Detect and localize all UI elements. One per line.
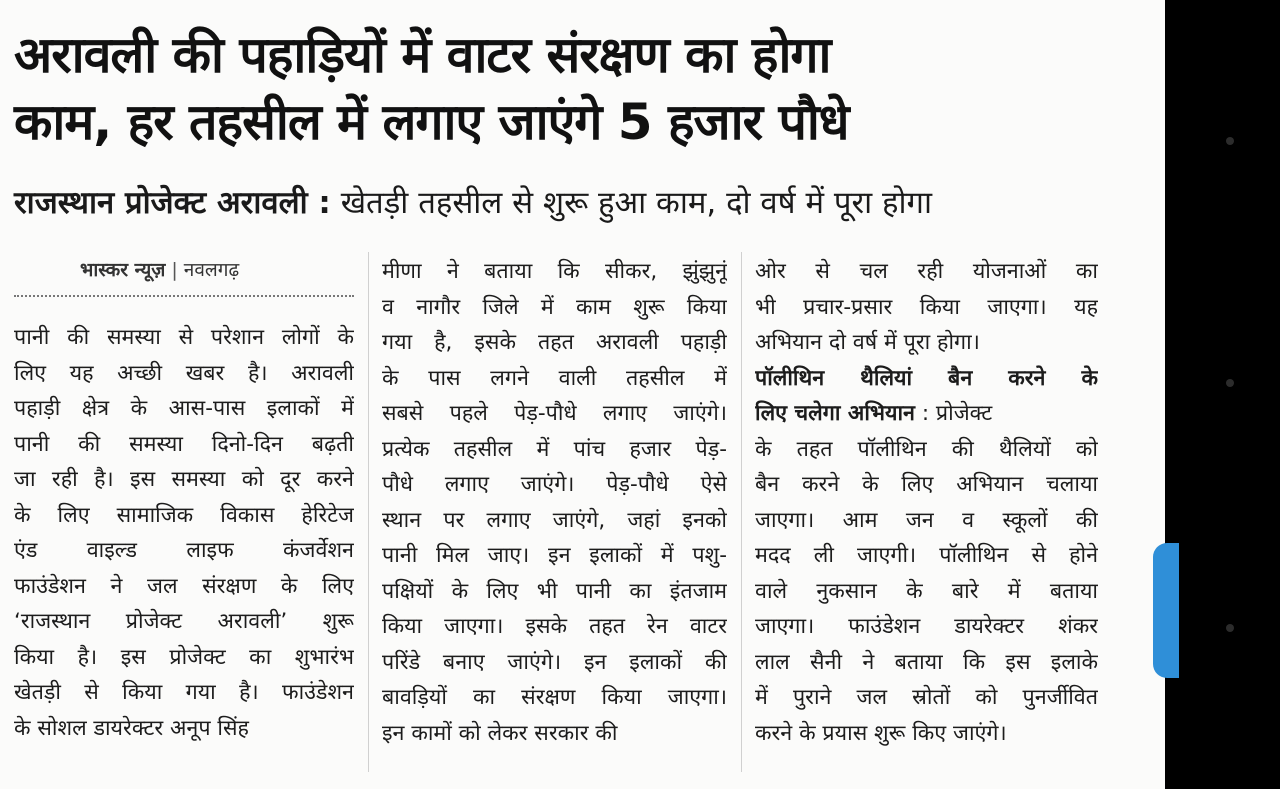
column-divider [741,252,742,772]
byline-dotted-divider [14,295,354,297]
text-line: किया जाएगा। इसके तहत रेन वाटर [382,614,727,639]
text-line: के लिए सामाजिक विकास हेरिटेज [14,502,354,528]
article-column-1 [14,320,354,746]
text-line: करने के प्रयास शुरू किए जाएंगे। [755,720,1007,746]
text-line: जा रही है। इस समस्या को दूर करने [14,467,354,492]
text-line: व नागौर जिले में काम शुरू किया [382,294,727,320]
text-line: प्रत्येक तहसील में पांच हजार पेड़- [382,436,727,462]
text-line: मीणा ने बताया कि सीकर, झुंझुनूं [382,259,727,284]
text-line: पानी मिल जाए। इन इलाकों में पशु- [382,543,727,568]
text-line: किया है। इस प्रोजेक्ट का शुभारंभ [14,644,354,670]
text-line: बैन करने के लिए अभियान चलाया [755,472,1098,497]
page-indicator-dot[interactable] [1226,379,1234,387]
text-line: पौधे लगाए जाएंगे। पेड़-पौधे ऐसे [382,472,727,497]
text-line: पहाड़ी क्षेत्र के आस-पास इलाकों में [14,396,354,421]
text-fragment: : प्रोजेक्ट [915,401,993,426]
byline-source: भास्कर न्यूज़ [80,259,166,281]
text-line: खेतड़ी से किया गया है। फाउंडेशन [14,680,354,705]
text-line: लाल सैनी ने बताया कि इस इलाके [755,649,1098,675]
byline-place: नवलगढ़ [183,259,240,281]
section-subheading: पॉलीथिन थैलियां बैन करने के [755,365,1098,391]
text-line: के पास लगने वाली तहसील में [382,365,727,391]
viewer-side-panel [1165,0,1280,789]
text-line: जाएगा। फाउंडेशन डायरेक्टर शंकर [755,614,1098,639]
text-line: के तहत पॉलीथिन की थैलियों को [755,436,1098,462]
text-line: जाएगा। आम जन व स्कूलों की [755,507,1098,533]
text-line: एंड वाइल्ड लाइफ कंजर्वेशन [14,538,354,563]
text-line: गया है, इसके तहत अरावली पहाड़ी [382,330,727,355]
byline-separator: | [171,259,178,281]
text-line: पानी की समस्या से परेशान लोगों के [14,325,354,350]
page-indicator-dot[interactable] [1226,624,1234,632]
text-line: ओर से चल रही योजनाओं का [755,259,1098,284]
byline [80,256,239,284]
text-line: स्थान पर लगाए जाएंगे, जहां इनको [382,507,727,533]
text-line: सबसे पहले पेड़-पौधे लगाए जाएंगे। [382,401,727,426]
article-column-2 [382,254,727,751]
text-line: बावड़ियों का संरक्षण किया जाएगा। [382,685,727,710]
text-line: के सोशल डायरेक्टर अनूप सिंह [14,715,249,741]
crop-handle[interactable] [1153,543,1179,678]
text-line: वाले नुकसान के बारे में बताया [755,578,1098,604]
subheading-label: राजस्थान प्रोजेक्ट अरावली : [14,185,331,221]
subheading-text: खेतड़ी तहसील से शुरू हुआ काम, दो वर्ष में पूरा होगा [330,185,932,221]
section-subheading-end: लिए चलेगा अभियान [755,401,915,426]
page-indicator-dot[interactable] [1226,137,1234,145]
text-line: मदद ली जाएगी। पॉलीथिन से होने [755,543,1098,568]
section-subheading-line [755,396,1098,432]
text-line: इन कामों को लेकर सरकार की [382,720,618,746]
text-line: परिंडे बनाए जाएंगे। इन इलाकों की [382,649,727,675]
article-headline: अरावली की पहाड़ियों में वाटर संरक्षण का होगा काम, हर तहसील में लगाए जाएंगे 5 हजार पौधे [14,26,849,151]
text-line: फाउंडेशन ने जल संरक्षण के लिए [14,573,354,599]
text-line: में पुराने जल स्रोतों को पुनर्जीवित [755,685,1098,710]
text-line: पानी की समस्या दिनो-दिन बढ़ती [14,431,354,457]
column-divider [368,252,369,772]
text-line: ‘राजस्थान प्रोजेक्ट अरावली’ शुरू [14,609,354,634]
text-line: अभियान दो वर्ष में पूरा होगा। [755,330,980,355]
article-subheading [14,183,1154,223]
text-line: भी प्रचार-प्रसार किया जाएगा। यह [755,294,1098,320]
text-line: लिए यह अच्छी खबर है। अरावली [14,360,354,386]
article-column-3 [755,254,1098,751]
text-line: पक्षियों के लिए भी पानी का इंतजाम [382,578,727,604]
